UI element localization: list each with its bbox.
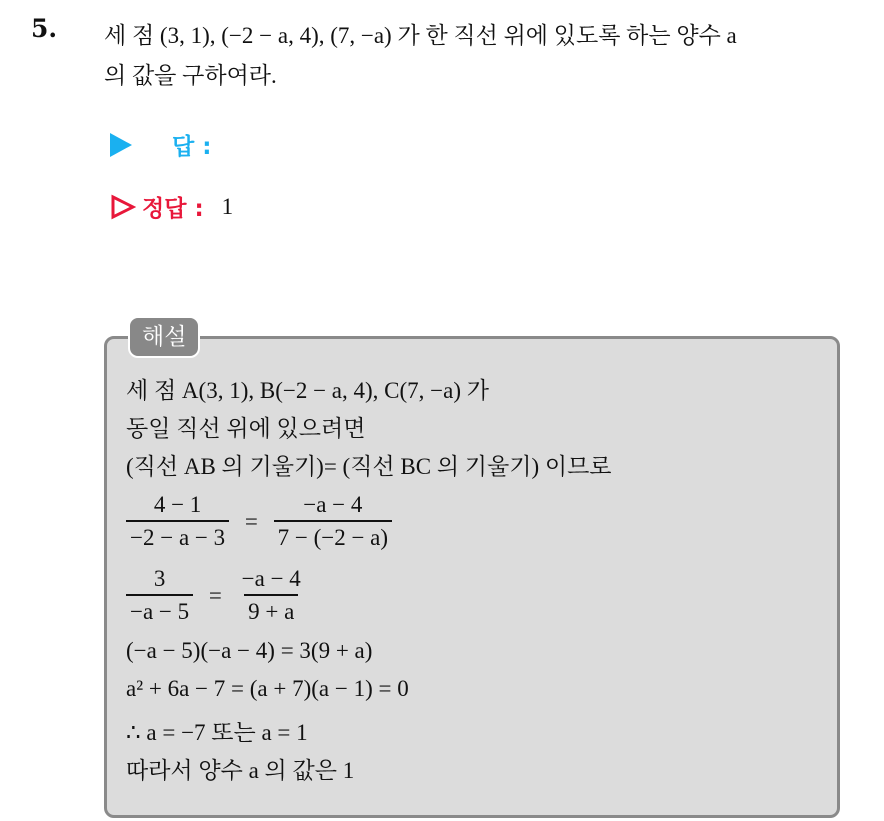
solution-line-2: 동일 직선 위에 있으려면 [126,416,366,441]
correct-answer-row [110,190,233,223]
solution-tag: 해설 [128,316,200,358]
question-line-2: 의 값을 구하여라. [104,63,277,88]
fraction-ab [126,490,229,554]
answer-label: 답 : [172,134,212,160]
fraction-denominator: −2 − a − 3 [126,520,229,554]
solution-line-8: ∴ a = −7 또는 a = 1 [126,720,308,745]
equals-sign: = [208,583,222,608]
fraction-right [238,564,305,628]
fraction-numerator: 3 [153,566,166,591]
solution-line-3: (직선 AB 의 기울기)= (직선 BC 의 기울기) 이므로 [126,454,612,479]
fraction-numerator: −a − 4 [303,492,363,517]
outline-triangle-icon [110,194,136,220]
fraction-numerator: −a − 4 [241,566,301,591]
fraction-denominator: −a − 5 [126,594,193,628]
correct-answer-value: 1 [221,193,234,219]
question-line-1: 세 점 (3, 1), (−2 − a, 4), (7, −a) 가 한 직선 위에 있도록 하는 양수 a [104,23,737,48]
play-triangle-icon [110,133,132,157]
slope-equation-1 [126,490,392,554]
question-number: 5. [31,14,58,43]
fraction-left [126,564,193,628]
fraction-bc [274,490,392,554]
fraction-numerator: 4 − 1 [153,492,202,517]
answer-row [110,128,211,161]
slope-equation-2 [126,564,305,628]
solution-line-7: a² + 6a − 7 = (a + 7)(a − 1) = 0 [126,676,409,701]
correct-answer-label: 정답 : [142,196,204,222]
solution-line-1: 세 점 A(3, 1), B(−2 − a, 4), C(7, −a) 가 [126,378,489,403]
solution-line-9: 따라서 양수 a 의 값은 1 [126,758,355,783]
solution-line-6: (−a − 5)(−a − 4) = 3(9 + a) [126,638,373,663]
fraction-denominator: 9 + a [244,594,298,628]
question-text [104,16,874,96]
equals-sign: = [244,509,258,534]
fraction-denominator: 7 − (−2 − a) [274,520,392,554]
